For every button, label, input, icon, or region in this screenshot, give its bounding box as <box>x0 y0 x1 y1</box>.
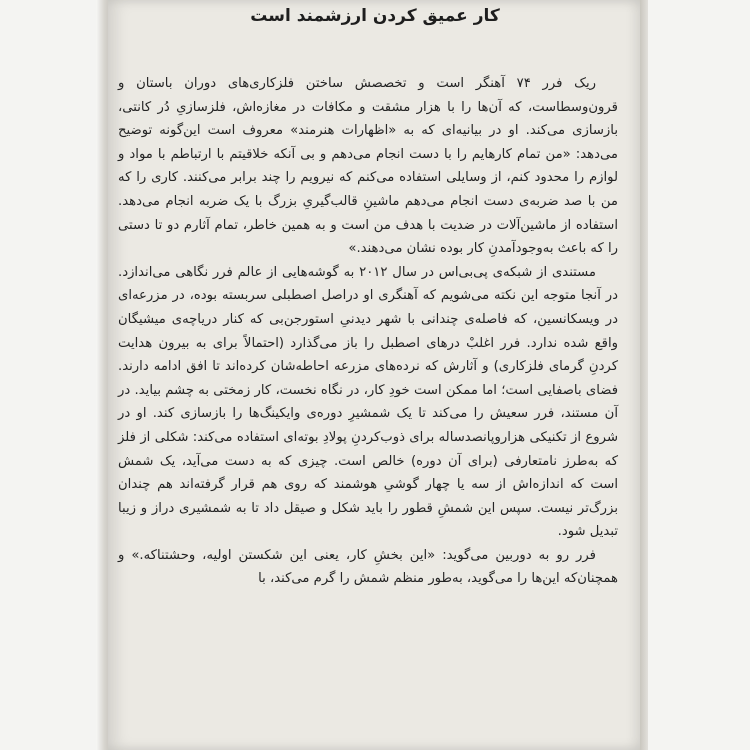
paragraph-3: فرر رو به دوربین می‌گوید: «این بخشِ کار، یعنی این شکستن اولیه، وحشتناکه.» و همچنان‌که این‌ها را می‌گوید، به‌طور منظم شمش را گرم می‌کند، با <box>118 547 618 587</box>
body-text <box>118 72 618 591</box>
paragraph-1: ریک فرر ۷۴ آهنگر است و تخصصش ساختن فلزکاری‌های دوران باستان و قرون‌وسطاست، که آن‌ها را با هزار مشقت و مکافات در مغازه‌اش، فلزسازیِ دُر کانتی، بازسازی می‌کند. او در بیانیه‌ای که به «اظهارات هنرمند» معروف است این‌گونه توضیح می‌دهد: «من تمام کارهایم را با دست انجام می‌دهم و بی آنکه خلاقیتم با ارتباطم با مواد و لوازم را محدود کنم، از وسایلی استفاده می‌کنم که نیرویم را چند برابر می‌کنند. کاری را که من با صد ضربه‌ی دست انجام می‌دهم ماشینِ قالب‌گیریِ بزرگ با یک ضربه انجام می‌دهد. استفاده از ماشین‌آلات در ضدیت با هدف من است و به همین خاطر، تمام آثارم دو تا دستی را که باعث به‌وجودآمدنِ کار بوده نشان می‌دهند.» <box>118 76 618 257</box>
chapter-title: کار عمیق کردن ارزشمند است <box>250 6 500 26</box>
paragraph-2: مستندی از شبکه‌ی پی‌بی‌اس در سال ۲۰۱۲ به گوشه‌هایی از عالم فرر نگاهی می‌اندازد. در آنجا متوجه این نکته می‌شویم که آهنگری او دراصل اصطبلی سربسته بوده، در مزرعه‌ای در ویسکانسین، که فاصله‌ی چندانی با شهر دیدنیِ استورجن‌بی که کنار دریاچه‌ی میشیگان واقع شده ندارد. فرر اغلبْ درهای اصطبل را باز می‌گذارد (احتمالاً برای به بیرون هدایت کردنِ گرمای فلزکاری) و آثارش که نرده‌های مزرعه احاطه‌شان کرده‌اند تا افق ادامه دارند. فضای باصفایی است؛ اما ممکن است خودِ کار، در نگاه نخست، کار زمختی به چشم بیاید. در آن مستند، فرر سعیش را می‌کند تا یک شمشیرِ دوره‌ی وایکینگ‌ها را بازسازی کند. او در شروع از تکنیکی هزارو‌پانصدساله برای ذوب‌کردنِ پولادِ بوته‌ای استفاده می‌کند: شکلی از فلز که به‌طرز نامتعارفی (برای آن دوره) خالص است. چیزی که به دست می‌آید، یک شمش است که اندازه‌اش از سه یا چهار گوشیِ هوشمند که روی هم قرار گرفته‌اند هم چندان بزرگ‌تر نیست. سپس این شمشِ قطور را باید شکل و صیقل داد تا به شمشیری دراز و زیبا تبدیل شود. <box>118 264 618 540</box>
page-edge-right <box>640 0 648 750</box>
